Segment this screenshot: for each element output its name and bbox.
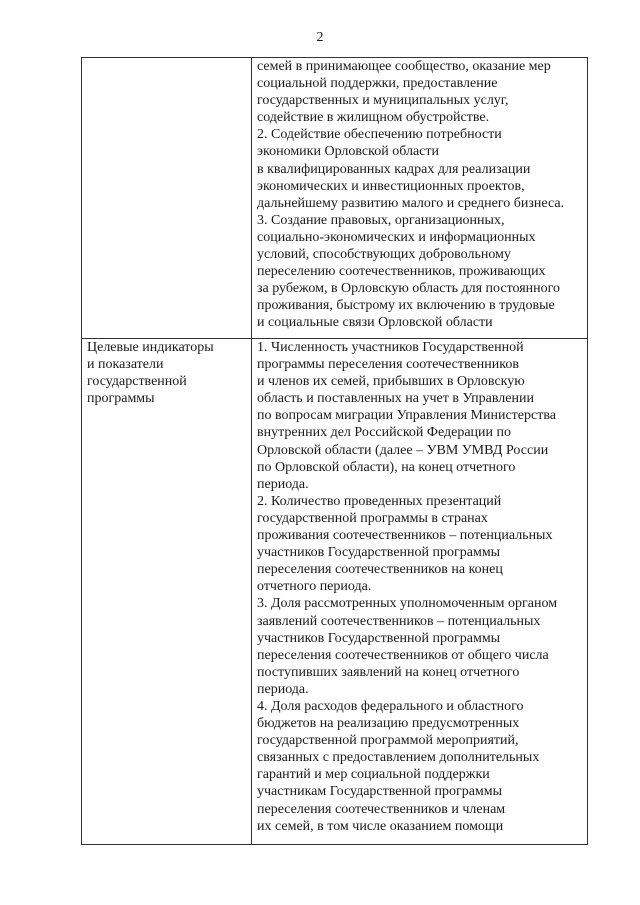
goals-text-cell: [252, 58, 588, 339]
text-line: условий, способствующих добровольному: [257, 247, 511, 263]
text-line: социально-экономических и информационных: [257, 229, 536, 245]
text-line: периода.: [257, 681, 309, 697]
page-number: 2: [316, 30, 324, 45]
text-line: 2. Содействие обеспечению потребности: [257, 127, 502, 143]
text-line: участников Государственной программы: [257, 630, 501, 646]
text-line: 1. Численность участников Государственной: [257, 340, 524, 355]
text-line: семей в принимающее сообщество, оказание мер: [257, 59, 551, 74]
text-line: программы: [87, 391, 155, 407]
text-line: участникам Государственной программы: [257, 784, 503, 800]
text-line: дальнейшему развитию малого и среднего бизнеса.: [257, 195, 565, 211]
text-line: и членов их семей, прибывших в Орловскую: [257, 374, 525, 390]
text-line: по вопросам миграции Управления Министерства: [257, 408, 556, 424]
table-row: [82, 339, 588, 845]
text-line: государственной программы в странах: [257, 510, 488, 526]
text-line: экономики Орловской области: [257, 144, 440, 160]
text-line: связанных с предоставлением дополнительных: [257, 750, 540, 766]
table-row: [82, 58, 588, 339]
indicators-label-cell: [82, 339, 252, 845]
text-line: Целевые индикаторы: [87, 340, 214, 355]
text-line: гарантий и мер социальной поддержки: [257, 767, 490, 783]
text-line: участников Государственной программы: [257, 545, 501, 561]
text-line: бюджетов на реализацию предусмотренных: [257, 716, 520, 732]
program-passport-table: [81, 57, 588, 845]
text-line: 3. Доля рассмотренных уполномоченным органом: [257, 596, 558, 612]
text-line: экономических и инвестиционных проектов,: [257, 178, 525, 194]
text-line: область и поставленных на учет в Управлении: [257, 391, 534, 407]
text-line: переселению соотечественников, проживающих: [257, 264, 546, 280]
row-label-cell: [82, 58, 252, 339]
text-line: и социальные связи Орловской области: [257, 315, 493, 331]
text-line: переселения соотечественников и членам: [257, 801, 506, 817]
text-line: проживания соотечественников – потенциальных: [257, 528, 553, 544]
text-line: содействие в жилищном обустройстве.: [257, 110, 490, 126]
text-line: 3. Создание правовых, организационных,: [257, 212, 505, 228]
text-line: переселения соотечественников на конец: [257, 562, 503, 578]
text-line: внутренних дел Российской Федерации по: [257, 425, 512, 441]
text-line: их семей, в том числе оказанием помощи: [257, 818, 504, 834]
text-line: 2. Количество проведенных презентаций: [257, 493, 502, 509]
text-line: проживания, быстрому их включению в трудовые: [257, 298, 555, 314]
text-line: социальной поддержки, предоставление: [257, 76, 498, 92]
text-line: государственной: [87, 374, 187, 390]
text-line: за рубежом, в Орловскую область для постоянного: [257, 281, 561, 297]
text-line: в квалифицированных кадрах для реализации: [257, 161, 531, 177]
text-line: заявлений соотечественников – потенциальных: [257, 613, 541, 629]
text-line: 4. Доля расходов федерального и областного: [257, 698, 524, 714]
text-line: Орловской области (далее – УВМ УМВД России: [257, 442, 549, 458]
text-line: государственных и муниципальных услуг,: [257, 93, 509, 109]
text-line: государственной программой мероприятий,: [257, 733, 519, 749]
text-line: программы переселения соотечественников: [257, 357, 519, 373]
text-line: периода.: [257, 476, 309, 492]
text-line: и показатели: [87, 357, 164, 373]
indicators-text-cell: [252, 339, 588, 845]
text-line: отчетного периода.: [257, 579, 372, 595]
text-line: по Орловской области), на конец отчетного: [257, 459, 516, 475]
text-line: переселения соотечественников от общего числа: [257, 647, 549, 663]
text-line: поступивших заявлений на конец отчетного: [257, 664, 520, 680]
